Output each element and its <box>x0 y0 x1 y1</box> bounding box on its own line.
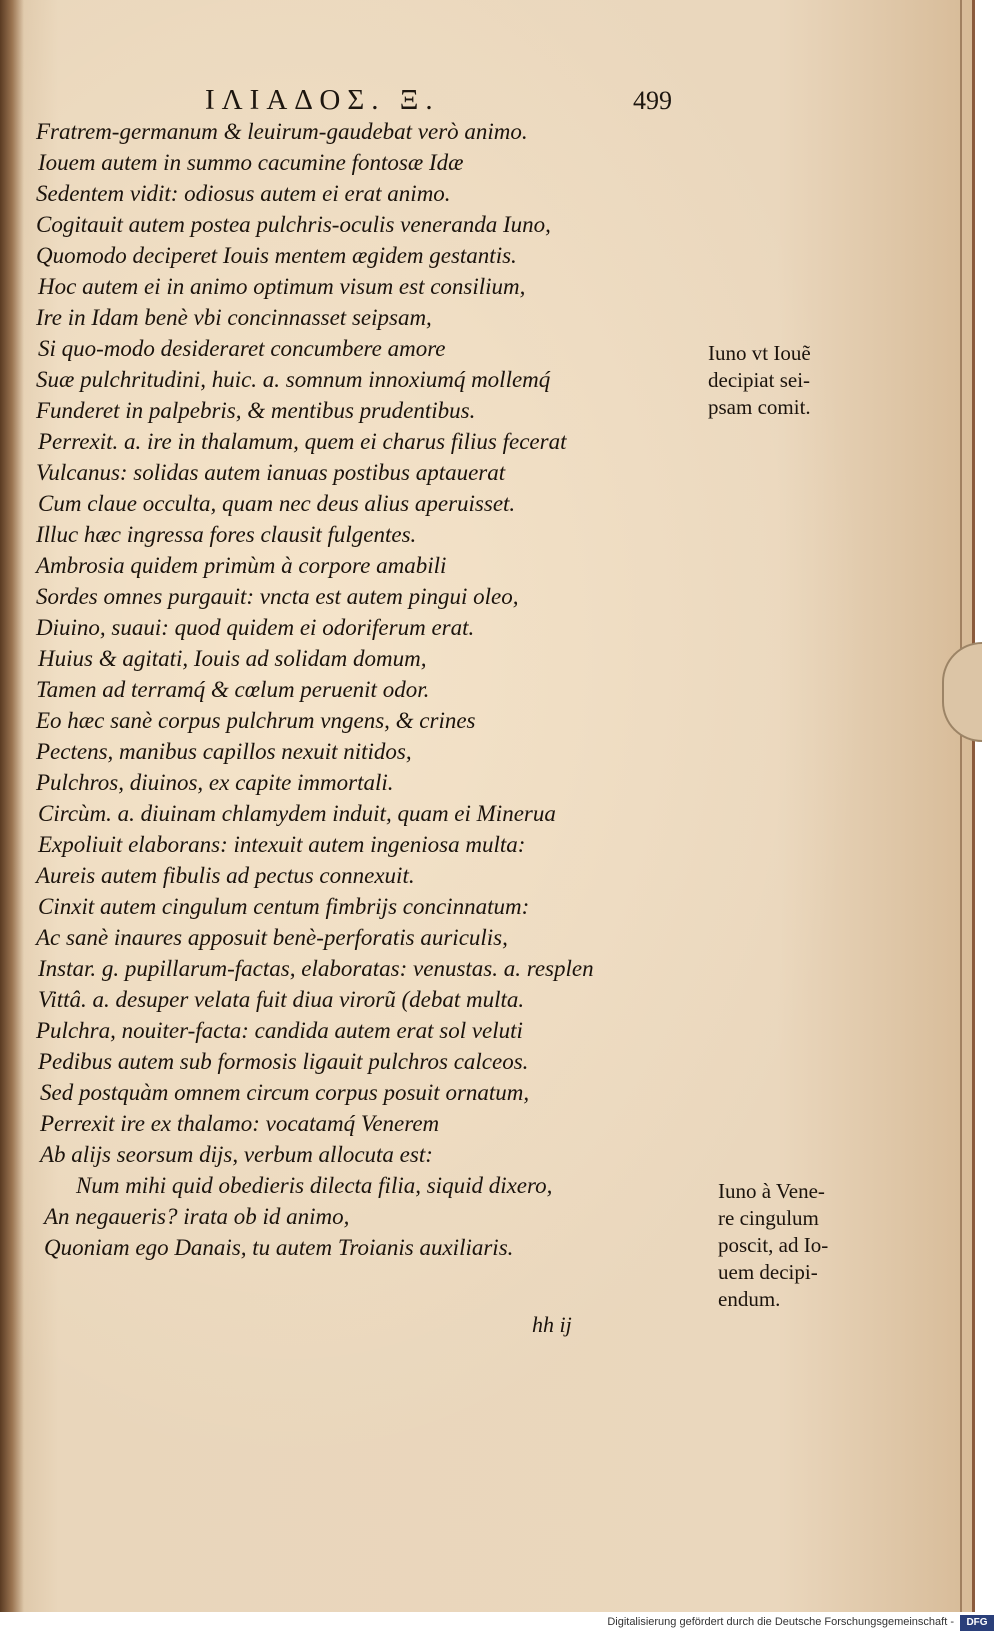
margin-note-line: Iuno vt Iouẽ <box>708 341 811 365</box>
margin-note-line: psam comit. <box>708 395 811 419</box>
verse-line: Vulcanus: solidas autem ianuas postibus aptauerat <box>36 460 506 485</box>
verse-line: Suæ pulchritudini, huic. a. somnum innoxiumq́ mollemq́ <box>36 367 551 392</box>
verse-line: Diuino, suaui: quod quidem ei odoriferum erat. <box>36 615 475 640</box>
book-spine-shadow <box>0 0 24 1612</box>
verse-line: Vittâ. a. desuper velata fuit diua virorũ (debat multa. <box>38 987 525 1012</box>
verse-line: Huius & agitati, Iouis ad solidam domum, <box>38 646 427 671</box>
verse-line: Pulchra, nouiter-facta: candida autem erat sol veluti <box>36 1018 523 1043</box>
verse-line: Perrexit ire ex thalamo: vocatamq́ Venerem <box>40 1111 440 1136</box>
verse-line: Eo hæc sanè corpus pulchrum vngens, & crines <box>36 708 476 733</box>
margin-note-2 <box>718 1178 828 1313</box>
verse-line: Sed postquàm omnem circum corpus posuit ornatum, <box>40 1080 530 1105</box>
verse-line: Si quo-modo desideraret concumbere amore <box>38 336 446 361</box>
verse-line: Aureis autem fibulis ad pectus connexuit. <box>36 863 415 888</box>
verse-line: Instar. g. pupillarum-factas, elaboratas: venustas. a. resplen <box>38 956 594 981</box>
verse-line: Perrexit. a. ire in thalamum, quem ei charus filius fecerat <box>38 429 567 454</box>
verse-line: Ab alijs seorsum dijs, verbum allocuta est: <box>40 1142 433 1167</box>
verse-line: Ac sanè inaures apposuit benè-perforatis auriculis, <box>36 925 508 950</box>
verse-line: Circùm. a. diuinam chlamydem induit, quam ei Minerua <box>38 801 556 826</box>
verse-line: Hoc autem ei in animo optimum visum est consilium, <box>38 274 526 299</box>
verse-line: Pedibus autem sub formosis ligauit pulchros calceos. <box>38 1049 529 1074</box>
verse-block <box>36 118 676 1308</box>
verse-line: Iouem autem in summo cacumine fontosæ Idæ <box>38 150 464 175</box>
margin-note-line: Iuno à Vene- <box>718 1179 825 1203</box>
signature-mark: hh ij <box>532 1312 572 1337</box>
verse-line: Fratrem-germanum & leuirum-gaudebat verò animo. <box>36 119 528 144</box>
verse-line: Tamen ad terramq́ & cœlum peruenit odor. <box>36 677 430 702</box>
running-head-title: ΙΛΙΑΔΟΣ. Ξ. <box>205 84 440 116</box>
verse-line: Ambrosia quidem primùm à corpore amabili <box>36 553 447 578</box>
page-edge <box>960 0 962 1612</box>
verse-line: Ire in Idam benè vbi concinnasset seipsam, <box>36 305 432 330</box>
verse-line: Cinxit autem cingulum centum fimbrijs concinnatum: <box>38 894 530 919</box>
dfg-logo: DFG <box>960 1615 994 1631</box>
thumb-tab-notch <box>942 642 982 742</box>
margin-note-line: re cingulum <box>718 1206 819 1230</box>
margin-note-1 <box>708 340 811 421</box>
verse-line: Cum claue occulta, quam nec deus alius aperuisset. <box>38 491 516 516</box>
verse-line: Illuc hæc ingressa fores clausit fulgentes. <box>36 522 417 547</box>
verse-line: Funderet in palpebris, & mentibus prudentibus. <box>36 398 476 423</box>
verse-line: Quoniam ego Danais, tu autem Troianis auxiliaris. <box>44 1235 514 1260</box>
verse-line: Cogitauit autem postea pulchris-oculis veneranda Iuno, <box>36 212 551 237</box>
verse-line: Num mihi quid obedieris dilecta filia, siquid dixero, <box>76 1173 553 1198</box>
verse-line: An negaueris? irata ob id animo, <box>44 1204 350 1229</box>
verse-line: Quomodo deciperet Iouis mentem ægidem gestantis. <box>36 243 517 268</box>
verse-line: Sedentem vidit: odiosus autem ei erat animo. <box>36 181 451 206</box>
margin-note-line: uem decipi- <box>718 1260 818 1284</box>
margin-note-line: decipiat sei- <box>708 368 811 392</box>
verse-line: Sordes omnes purgauit: vncta est autem pingui oleo, <box>36 584 519 609</box>
digitization-footer <box>0 1612 1000 1636</box>
margin-note-line: poscit, ad Io- <box>718 1233 829 1257</box>
verse-line: Pulchros, diuinos, ex capite immortali. <box>36 770 394 795</box>
margin-note-line: endum. <box>718 1287 781 1311</box>
page-number: 499 <box>633 86 672 115</box>
verse-line: Expoliuit elaborans: intexuit autem ingeniosa multa: <box>38 832 526 857</box>
verse-line: Pectens, manibus capillos nexuit nitidos, <box>36 739 412 764</box>
funding-credit: Digitalisierung gefördert durch die Deutsche Forschungsgemeinschaft - <box>607 1616 954 1628</box>
